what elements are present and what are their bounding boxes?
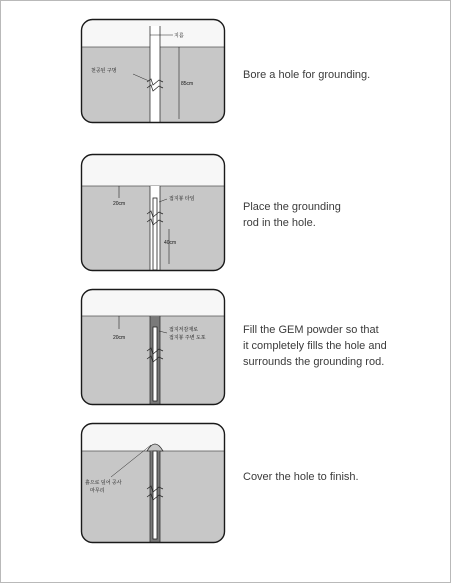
step-2-panel: [81, 154, 225, 258]
step-1-label-depth: 85cm: [181, 81, 194, 87]
step-4-caption: Cover the hole to finish.: [243, 471, 359, 483]
step-1-label-hole: 천공된 구멍: [91, 68, 117, 74]
step-4-illustration: [81, 423, 225, 543]
step-2-label-bottom: 40cm: [164, 240, 177, 246]
step-3-caption: Fill the GEM powder so that it completely fills the hole and surrounds the grounding rod.: [243, 324, 387, 368]
step-3-label-top: 20cm: [113, 335, 126, 341]
step-1-panel: [81, 19, 225, 123]
step-4-panel: [81, 423, 225, 527]
step-3-illustration: [81, 289, 225, 405]
step-3-label-fill-1: 접지저감재로: [169, 327, 198, 333]
step-2-label-top: 20cm: [113, 201, 126, 207]
step-1-caption: Bore a hole for grounding.: [243, 69, 371, 81]
step-4-label-cover-1: 흙으로 덮어 공사: [85, 480, 122, 486]
step-4-label-cover-2: 마무리: [90, 488, 105, 494]
step-2-label-rod: 접지봉 타임: [169, 196, 195, 202]
step-3-panel: [81, 289, 225, 393]
step-3-label-fill-2: 접지봉 주변 도포: [169, 335, 206, 341]
step-1-illustration: [81, 19, 225, 123]
step-1-label-diameter: 지름: [174, 33, 184, 39]
step-2-illustration: [81, 154, 225, 271]
step-2-caption: Place the grounding rod in the hole.: [243, 201, 341, 229]
